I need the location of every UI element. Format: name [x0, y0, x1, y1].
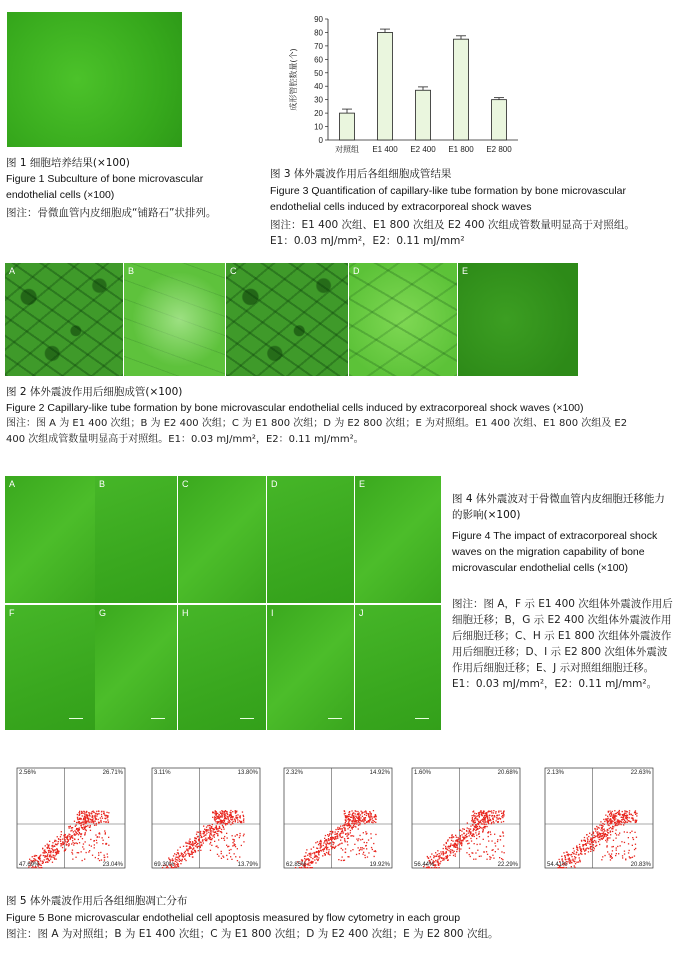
quadrant-percentage: 13.79% [237, 862, 258, 868]
fig4-panel-label: G [99, 608, 107, 618]
quadrant-percentage: 19.92% [369, 862, 390, 868]
plot-frame [284, 768, 392, 868]
y-tick-label: 70 [314, 41, 323, 51]
fig2-panel-b [124, 263, 225, 376]
x-tick-label: E1 800 [448, 145, 474, 154]
fig3-caption-cn: 图 3 体外震波作用后各组细胞成管结果 [270, 168, 452, 180]
bar [340, 113, 355, 140]
fig4-panel-label: A [9, 479, 16, 489]
y-tick-label: 30 [314, 95, 323, 105]
scale-bar [69, 718, 83, 722]
fig4-panel-label: F [9, 608, 15, 618]
quadrant-percentage: 47.69% [19, 862, 40, 868]
y-axis-label: 成形管腔数量(个) [289, 48, 298, 111]
plot-frame [17, 768, 125, 868]
quadrant-percentage: 22.29% [497, 862, 518, 868]
fig4-panel-label: H [182, 608, 189, 618]
y-tick-label: 40 [314, 82, 323, 92]
fig1-image [7, 12, 182, 147]
x-tick-label: 对照组 [335, 145, 359, 154]
fig1-caption-cn: 图 1 细胞培养结果(×100) [6, 157, 130, 169]
flow-cytometry-panel [400, 762, 526, 882]
scale-bar [240, 718, 254, 722]
fig4-panel [355, 476, 441, 603]
fig2-panel-e [458, 263, 578, 376]
quadrant-percentage: 20.83% [630, 862, 651, 868]
bar [416, 90, 431, 140]
fig3-bar-chart [270, 8, 540, 168]
quadrant-percentage: 56.44% [414, 862, 435, 868]
flow-cytometry-panel [272, 762, 398, 882]
fig2-panel-label: D [353, 266, 360, 276]
quadrant-percentage: 23.04% [102, 862, 123, 868]
plot-frame [152, 768, 260, 868]
fig4-panel [95, 476, 177, 603]
scale-bar [151, 718, 165, 722]
fig2-panel-label: A [9, 266, 16, 276]
fig4-panel [267, 605, 354, 730]
quadrant-percentage: 20.68% [497, 770, 518, 776]
fig1-caption-en: Figure 1 Subculture of bone microvascular endothelial cells (×100) [6, 173, 204, 201]
fig4-panel-label: E [359, 479, 366, 489]
fig2-panel-label: B [128, 266, 135, 276]
fig2-panel-d [349, 263, 457, 376]
quadrant-percentage: 2.13% [547, 770, 565, 776]
fig2-caption-cn: 图 2 体外震波作用后细胞成管(×100) [6, 386, 183, 398]
fig4-caption-en: Figure 4 The impact of extracorporeal shock waves on the migration capability of bone microvascular endothelial cells (×100) [452, 530, 658, 574]
quadrant-percentage: 54.41% [547, 862, 568, 868]
fig4-panel-label: B [99, 479, 106, 489]
fig2-caption-en: Figure 2 Capillary-like tube formation by bone microvascular endothelial cells induced by extracorporeal shock waves (×100) [6, 402, 584, 414]
fig4-note: 图注：图 A，F 示 E1 400 次组体外震波作用后细胞迁移；B，G 示 E2 400 次组体外震波作用后细胞迁移；C、H 示 E1 800 次组体外震波作用后细胞迁移；D、I 示 E2 800 次组体外震波作用后细胞迁移；E、J 示对照组细胞迁移。E1：0.03 mJ/mm²，E2：0.11 mJ/mm²。 [452, 598, 673, 690]
x-tick-label: E2 800 [486, 145, 512, 154]
fig2-note-line2: 400 次组成管数量明显高于对照组。E1：0.03 mJ/mm²，E2：0.11 mJ/mm²。 [6, 434, 364, 445]
y-tick-label: 50 [314, 68, 323, 78]
scale-bar [328, 718, 342, 722]
quadrant-percentage: 3.11% [154, 770, 171, 776]
fig4-panel-label: D [271, 479, 278, 489]
fig4-panel-label: I [271, 608, 274, 618]
fig4-panel [5, 605, 95, 730]
y-tick-label: 10 [314, 122, 323, 132]
y-tick-label: 0 [318, 136, 323, 145]
scale-bar [415, 718, 429, 722]
fig2-panel-label: C [230, 266, 237, 276]
quadrant-percentage: 22.63% [630, 770, 651, 776]
fig4-panel [178, 476, 266, 603]
bar [492, 100, 507, 140]
fig5-caption-en: Figure 5 Bone microvascular endothelial cell apoptosis measured by flow cytometry in each group [6, 912, 461, 924]
fig2-panel-a [5, 263, 123, 376]
quadrant-percentage: 2.32% [286, 770, 304, 776]
fig4-panel [5, 476, 95, 603]
quadrant-percentage: 13.80% [237, 770, 258, 776]
bar [454, 39, 469, 140]
fig5-caption-cn: 图 5 体外震波作用后各组细胞凋亡分布 [6, 895, 188, 907]
flow-cytometry-panel [533, 762, 659, 882]
y-tick-label: 20 [314, 109, 323, 119]
fig4-panel [355, 605, 441, 730]
y-tick-label: 90 [314, 15, 323, 24]
quadrant-percentage: 14.92% [369, 770, 390, 776]
quadrant-percentage: 26.71% [102, 770, 123, 776]
fig5-note: 图注：图 A 为对照组；B 为 E1 400 次组；C 为 E1 800 次组；D 为 E2 400 次组；E 为 E2 800 次组。 [6, 928, 499, 940]
fig1-note: 图注：骨微血管内皮细胞成“铺路石”状排列。 [6, 207, 217, 219]
fig4-panel [178, 605, 266, 730]
fig3-caption-en: Figure 3 Quantification of capillary-like tube formation by bone microvascular endothelial cells induced by extracorporeal shock waves [270, 185, 627, 213]
fig4-panel [95, 605, 177, 730]
quadrant-percentage: 1.60% [414, 770, 432, 776]
quadrant-percentage: 2.56% [19, 770, 37, 776]
y-tick-label: 60 [314, 55, 323, 65]
fig4-panel-label: J [359, 608, 364, 618]
flow-cytometry-panel [140, 762, 266, 882]
fig2-panel-c [226, 263, 348, 376]
fig3-note: 图注：E1 400 次组、E1 800 次组及 E2 400 次组成管数量明显高于对照组。E1：0.03 mJ/mm²，E2：0.11 mJ/mm² [270, 219, 635, 247]
quadrant-percentage: 69.30% [154, 862, 175, 868]
quadrant-percentage: 62.85% [286, 862, 307, 868]
y-tick-label: 80 [314, 28, 323, 38]
flow-cytometry-panel [5, 762, 131, 882]
fig4-panel [267, 476, 354, 603]
plot-frame [545, 768, 653, 868]
bar [378, 32, 393, 140]
fig4-caption-cn: 图 4 体外震波对于骨微血管内皮细胞迁移能力的影响(×100) [452, 493, 665, 521]
x-tick-label: E2 400 [410, 145, 436, 154]
fig2-panel-label: E [462, 266, 469, 276]
fig2-note-line1: 图注：图 A 为 E1 400 次组；B 为 E2 400 次组；C 为 E1 800 次组；D 为 E2 800 次组；E 为对照组。E1 400 次组、E1 800 次组及 E2 [6, 418, 628, 429]
fig4-panel-label: C [182, 479, 189, 489]
x-tick-label: E1 400 [372, 145, 398, 154]
